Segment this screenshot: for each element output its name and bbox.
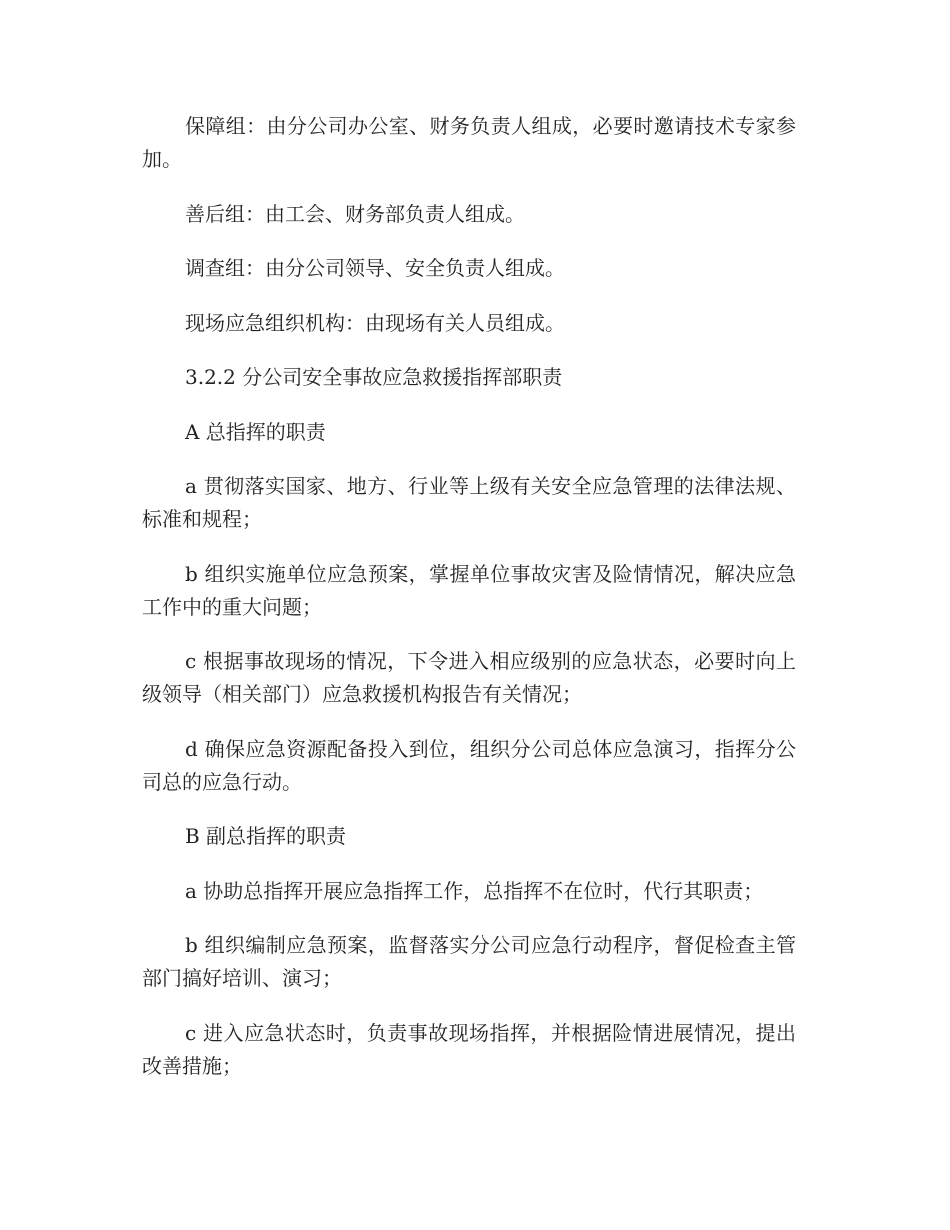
commander-duty-d: d 确保应急资源配备投入到位，组织分公司总体应急演习，指挥分公司总的应急行动。 [142, 736, 796, 794]
paragraph-aftermath-group: 善后组：由工会、财务部负责人组成。 [185, 201, 525, 226]
commander-duty-c: c 根据事故现场的情况，下令进入相应级别的应急状态，必要时向上级领导（相关部门）应急救援机构报告有关情况； [142, 649, 796, 706]
deputy-duty-a: a 协助总指挥开展应急指挥工作，总指挥不在位时，代行其职责； [185, 878, 764, 903]
paragraph-investigation-group: 调查组：由分公司领导、安全负责人组成。 [185, 256, 565, 280]
document-body [142, 110, 796, 1104]
subheading-commander-duties: A 总指挥的职责 [185, 419, 326, 444]
deputy-duty-b: b 组织编制应急预案，监督落实分公司应急行动程序，督促检查主管部门搞好培训、演习； [142, 933, 796, 990]
deputy-duty-c: c 进入应急状态时，负责事故现场指挥，并根据险情进展情况，提出改善措施； [142, 1020, 796, 1078]
paragraph-onsite-organization: 现场应急组织机构：由现场有关人员组成。 [185, 310, 565, 335]
commander-duty-a: a 贯彻落实国家、地方、行业等上级有关安全应急管理的法律法规、标准和规程； [142, 474, 796, 531]
commander-duty-b: b 组织实施单位应急预案，掌握单位事故灾害及险情情况，解决应急工作中的重大问题； [142, 561, 796, 619]
subheading-deputy-commander-duties: B 副总指挥的职责 [185, 824, 347, 848]
section-heading-3-2-2: 3.2.2 分公司安全事故应急救援指挥部职责 [185, 365, 563, 389]
paragraph-support-group: 保障组：由分公司办公室、财务负责人组成，必要时邀请技术专家参加。 [142, 114, 796, 171]
